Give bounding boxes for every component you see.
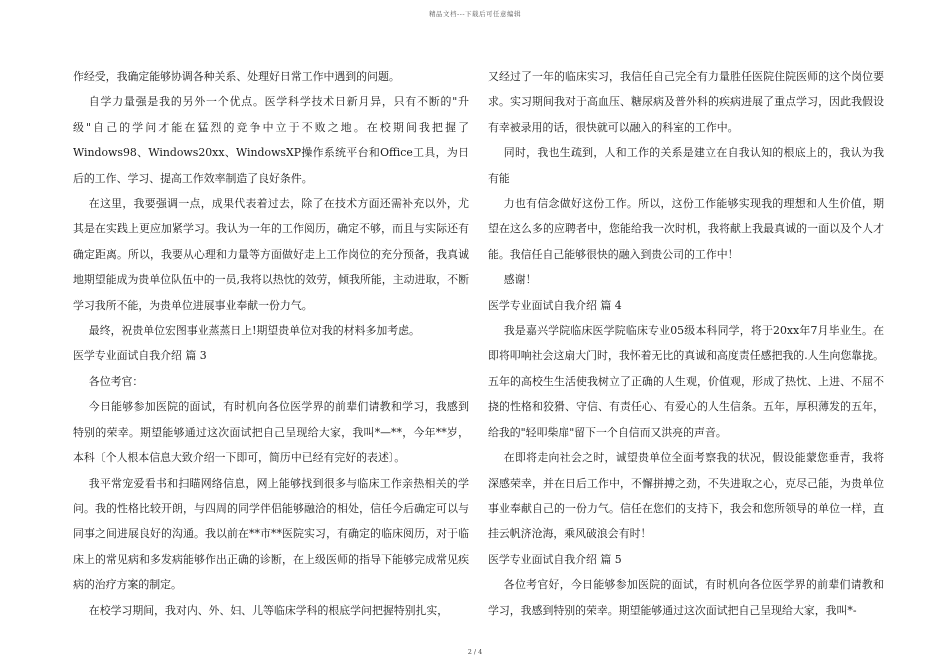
paragraph: 又经过了一年的临床实习，我信任自己完全有力量胜任医院住院医师的这个岗位要求。实习期间我对于高血压、糖尿病及普外科的疾病进展了重点学习，因此我假设有幸被录用的话，很快就可以融入的科室的工作中。 bbox=[488, 70, 884, 134]
left-column bbox=[73, 64, 469, 623]
section-heading: 医学专业面试自我介绍 篇 4 bbox=[488, 298, 622, 312]
paragraph: 我是嘉兴学院临床医学院临床专业05级本科同学，将于20xx年7月毕业生。在即将叩响社会这扇大门时，我怀着无比的真诚和高度责任感把我的.人生向您靠拢。五年的高校生生活使我树立了正确的人生观，价值观，形成了热忱、上进、不屈不挠的性格和狡猾、守信、有责任心、有爱心的人生信条。五年，厚积薄发的五年，给我的"轻叩柴扉"留下一个自信而又洪亮的声音。 bbox=[488, 324, 884, 439]
paragraph: 感谢！ bbox=[503, 273, 537, 287]
paragraph: 力也有信念做好这份工作。所以，这份工作能够实现我的理想和人生价值，期望在这么多的应聘者中，您能给我一次时机，我将献上我最真诚的一面以及个人才能。我信任自己能够很快的融入到贵公司的工作中！ bbox=[488, 197, 884, 261]
paragraph: 作经受，我确定能够协调各种关系、处理好日常工作中遇到的问题。 bbox=[73, 70, 400, 83]
paragraph: 自学力量强是我的另外一个优点。医学科学技术日新月异，只有不断的"升级"自己的学问才能在猛烈的竞争中立于不败之地。在校期间我把握了Windows98、Windows20xx、WindowsXP操作系统平台和Office工具，为日后的工作、学习、提高工作效率制造了良好条件。 bbox=[73, 95, 469, 185]
paragraph: 同时，我也生疏到，人和工作的关系是建立在自我认知的根底上的，我认为我有能 bbox=[488, 146, 884, 185]
paragraph: 最终，祝贵单位宏图事业蒸蒸日上!期望贵单位对我的材料多加考虑。 bbox=[88, 324, 420, 338]
paragraph: 我平常宠爱看书和扫瞄网络信息，网上能够找到很多与临床工作亲热相关的学问。我的性格比较开朗，与四周的同学伴侣能够融洽的相处，信任今后确定可以与同事之间进展良好的沟通。我以前在**市**医院实习，有确定的临床阅历，对于临床上的常见病和多发病能够作出正确的诊断，在上级医师的指导下能够完成常见疾病的治疗方案的制定。 bbox=[73, 476, 469, 592]
paragraph: 各位考官： bbox=[88, 374, 144, 388]
section-heading: 医学专业面试自我介绍 篇 3 bbox=[73, 349, 207, 363]
paragraph: 各位考官好，今日能够参加医院的面试，有时机向各位医学界的前辈们请教和学习，我感到特别的荣幸。期望能够通过这次面试把自己呈现给大家，我叫*- bbox=[488, 578, 884, 617]
page-number: 2 / 4 bbox=[467, 648, 483, 656]
right-column bbox=[488, 64, 884, 623]
paragraph: 在这里，我要强调一点，成果代表着过去，除了在技术方面还需补充以外，尤其是在实践上更应加紧学习。我认为一年的工作阅历，确定不够，而且与实际还有确定距离。所以，我要从心理和力量等方面做好走上工作岗位的充分预备，我真诚地期望能成为贵单位队伍中的一员,我将以热忱的效劳，倾我所能，主动进取，不断学习我所不能，为贵单位进展事业奉献一份力气。 bbox=[73, 197, 469, 312]
page-header: 精品文档---下载后可任意编辑 bbox=[428, 10, 522, 18]
paragraph: 在即将走向社会之时，诚望贵单位全面考察我的状况，假设能蒙您垂青，我将深感荣幸，并在日后工作中，不懈拼搏之劲，不失进取之心，克尽己能，为贵单位事业奉献自己的一份力气。信任在您们的支持下，我会和您所领导的单位一样，直挂云帆济沧海，乘风破浪会有时！ bbox=[488, 451, 884, 541]
paragraph: 在校学习期间，我对内、外、妇、儿等临床学科的根底学问把握特别扎实， bbox=[88, 603, 449, 617]
paragraph: 今日能够参加医院的面试，有时机向各位医学界的前辈们请教和学习，我感到特别的荣幸。期望能够通过这次面试把自己呈现给大家，我叫*—**，今年**岁，本科〔个人根本信息大致介绍一下即可，简历中已经有完好的表述〕。 bbox=[73, 400, 469, 465]
section-heading: 医学专业面试自我介绍 篇 5 bbox=[488, 552, 622, 566]
